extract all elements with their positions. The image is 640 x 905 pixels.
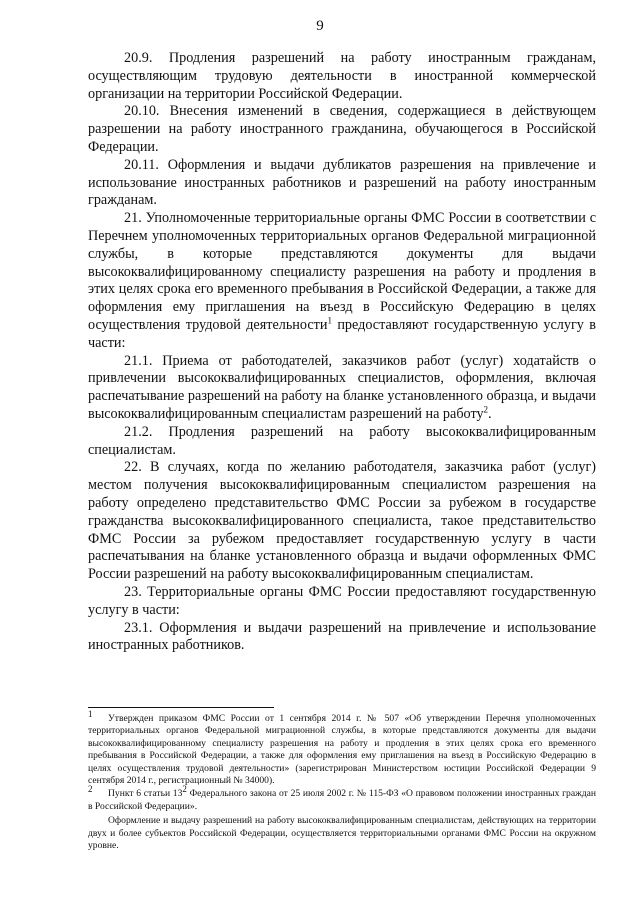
paragraph-21-2: 21.2. Продления разрешений на работу высококвалифицированным специалистам.: [88, 423, 596, 458]
paragraph-20-11: 20.11. Оформления и выдачи дубликатов разрешения на привлечение и использование иностранных работников и разрешений на работу иностранным гражданам.: [88, 156, 596, 209]
footnote-separator: [88, 707, 274, 708]
paragraph-21-tail: предоставляют государственную услугу в части:: [88, 316, 596, 351]
paragraph-23-1: 23.1. Оформления и выдачи разрешений на привлечение и использование иностранных работников.: [88, 619, 596, 654]
paragraph-21: [88, 210, 596, 352]
body-text: [88, 50, 596, 655]
paragraph-21-1-tail: .: [488, 405, 492, 422]
footnote-ref-2[interactable]: 2: [483, 404, 489, 415]
footnote-ref-1[interactable]: 1: [327, 315, 332, 326]
footnote-2-tail: Федерального закона от 25 июля 2002 г. № 115-ФЗ «О правовом положении иностранных граждан в Российской Федерации».: [88, 788, 596, 812]
footnote-2-continuation: Оформление и выдачу разрешений на работу высококвалифицированным специалистам, действующих на территории двух и более субъектов Российской Федерации, осуществляется территориальными органами ФМС России на окружном уровне.: [88, 815, 596, 852]
paragraph-22: 22. В случаях, когда по желанию работодателя, заказчика работ (услуг) местом получения высококвалифицированным специалистом разрешения на работу определено представительство ФМС России за рубежом в государстве гражданства высококвалифицированного специалиста, такое представительство ФМС России за рубежом предоставляет государственную услугу в части распечатывания на бланке установленного образца и выдачи оформленных ФМС России разрешений на работу высококвалифицированным специалистам.: [88, 459, 596, 583]
paragraph-23: 23. Территориальные органы ФМС России предоставляют государственную услугу в части:: [88, 583, 596, 618]
paragraph-21-1-text: 21.1. Приема от работодателей, заказчиков работ (услуг) ходатайств о привлечении высококвалифицированных специалистов, оформления, включая распечатывание разрешений на работу на бланке установленного образца, и выдачи высококвалифицированным специалистам разрешений на работу: [88, 352, 596, 422]
paragraph-21-text: 21. Уполномоченные территориальные органы ФМС России в соответствии с Перечнем уполномоченных территориальных органов Федеральной миграционной службы, в которые представляются документы для выдачи высококвалифицированному специалисту разрешения на работу и продления в этих целях срока его временного пребывания в Российской Федерации, а также для оформления ему приглашения на въезд в Российскую Федерацию в целях осуществления трудовой деятельности: [88, 210, 596, 333]
footnote-2-sup: 2: [182, 784, 187, 795]
footnotes: [88, 708, 596, 852]
footnote-2-mark: 2: [88, 784, 93, 795]
paragraph-21-1: [88, 353, 596, 424]
page-number: 9: [316, 18, 324, 34]
footnote-1-text: Утвержден приказом ФМС России от 1 сентября 2014 г. № 507 «Об утверждении Перечня уполномоченных территориальных органов Федеральной миграционной службы, в которые представляются документы для выдачи высококвалифицированному специалисту разрешения на работу и продления в этих целях срока его временного пребывания в Российской Федерации, а также для оформления ему приглашения на въезд в Российскую Федерацию в целях осуществления трудовой деятельности» (зарегистрирован Министерством юстиции Российской Федерации 9 сентября 2014 г., регистрационный № 34000).: [88, 713, 596, 787]
footnote-1-mark: 1: [88, 708, 93, 719]
paragraph-20-10: 20.10. Внесения изменений в сведения, содержащиеся в действующем разрешении на работу иностранного гражданина, обучающегося в Российской Федерации.: [88, 103, 596, 155]
footnote-2-text: Пункт 6 статьи 13: [108, 788, 183, 800]
footnote-2: [88, 784, 596, 813]
footnote-1: [88, 708, 596, 787]
paragraph-20-9: 20.9. Продления разрешений на работу иностранным гражданам, осуществляющим трудовую деятельности в иностранной коммерческой организации на территории Российской Федерации.: [88, 50, 596, 102]
